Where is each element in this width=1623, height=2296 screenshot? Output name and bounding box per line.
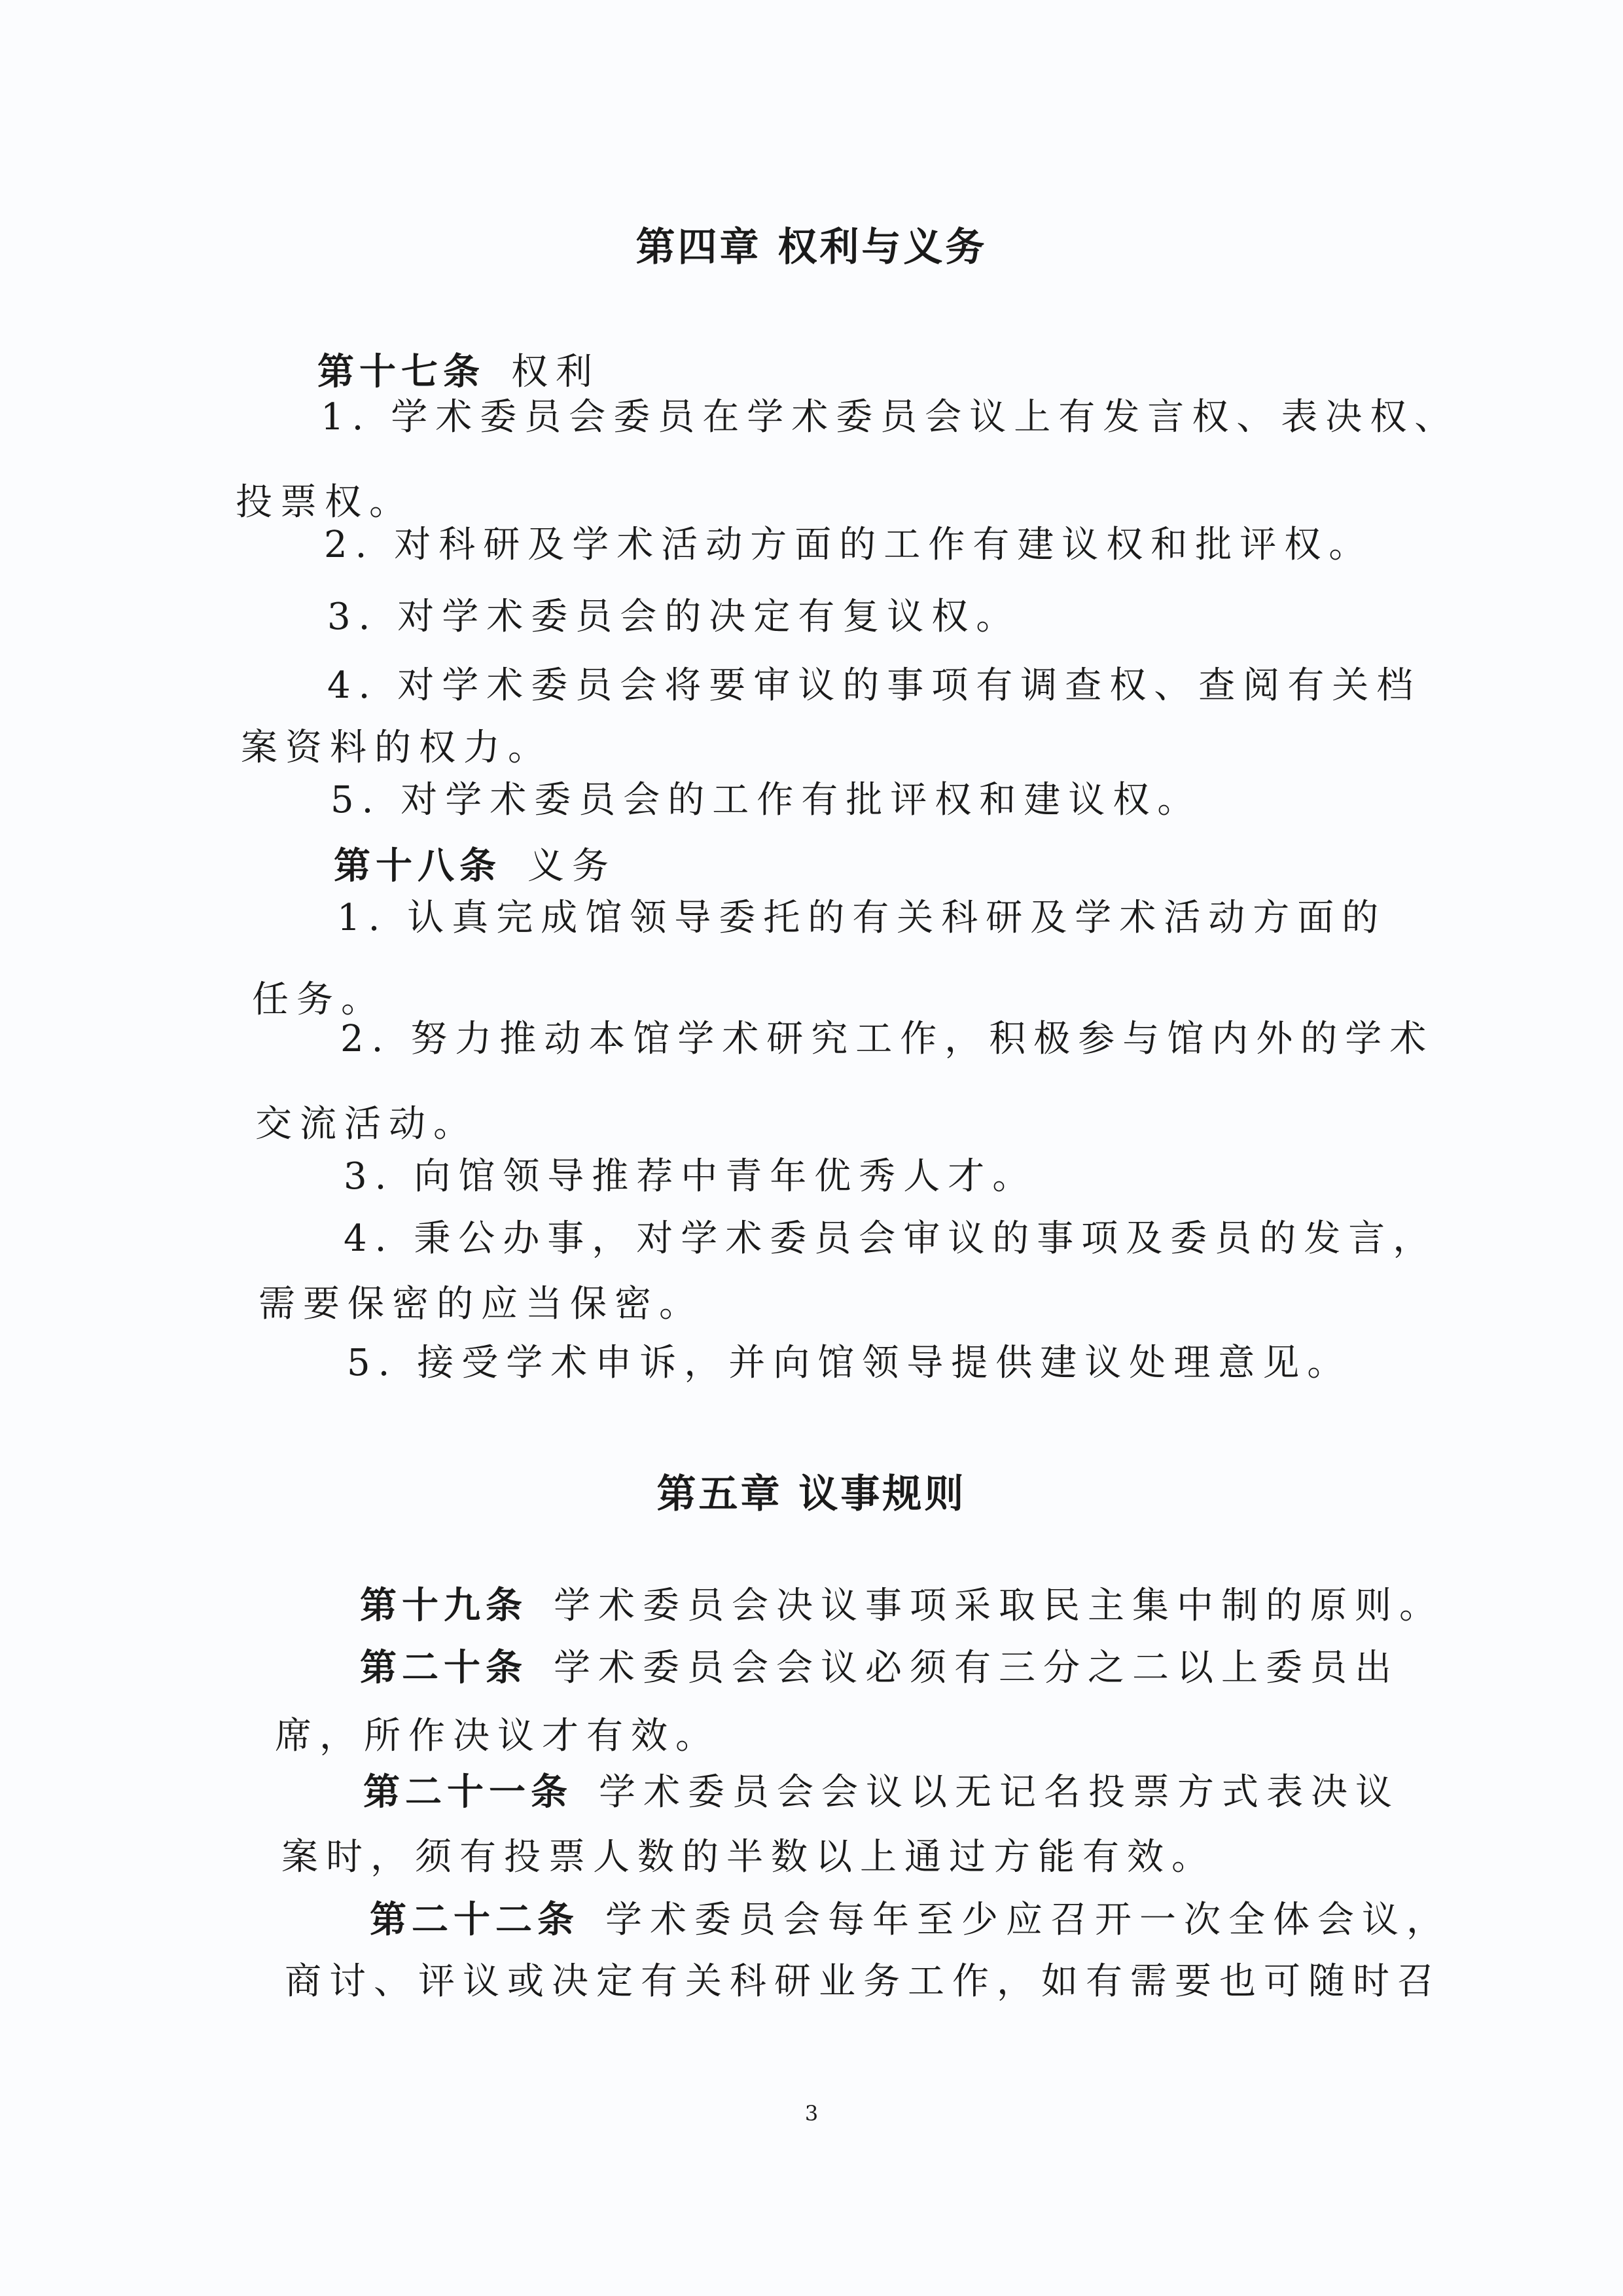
article-22-number: 第二十二条: [370, 1898, 579, 1941]
article-17-line: 1. 学术委员会委员在学术委员会议上有发言权、表决权、: [321, 396, 1459, 439]
article-17-line: 4. 对学术委员会将要审议的事项有调查权、查阅有关档: [327, 664, 1421, 707]
article-18-line: 3. 向馆领导推荐中青年优秀人才。: [344, 1155, 1037, 1198]
article-17-number: 第十七条: [317, 350, 485, 393]
article-17-line: 5. 对学术委员会的工作有批评权和建议权。: [330, 779, 1202, 821]
article-18-line: 交流活动。: [255, 1103, 478, 1145]
article-21-text: 学术委员会会议以无记名投票方式表决议: [599, 1771, 1400, 1814]
article-17-line: 3. 对学术委员会的决定有复议权。: [327, 596, 1021, 638]
article-18-line: 1. 认真完成馆领导委托的有关科研及学术活动方面的: [337, 897, 1387, 939]
article-18-heading: [334, 844, 616, 888]
article-20-text: 学术委员会会议必须有三分之二以上委员出: [554, 1647, 1399, 1689]
article-17-line: 2. 对科研及学术活动方面的工作有建议权和批评权。: [324, 524, 1374, 566]
article-20-continuation: 席，所作决议才有效。: [275, 1715, 720, 1757]
article-21: [363, 1770, 1400, 1814]
article-19: [360, 1584, 1444, 1627]
article-19-number: 第十九条: [360, 1584, 527, 1627]
article-17-title: 权利: [511, 351, 600, 393]
article-21-continuation: 案时，须有投票人数的半数以上通过方能有效。: [281, 1836, 1216, 1878]
article-18-line: 需要保密的应当保密。: [259, 1283, 704, 1325]
chapter-4-title: 第四章 权利与义务: [635, 224, 988, 270]
article-18-title: 义务: [527, 845, 616, 888]
article-17-line: 案资料的权力。: [241, 726, 552, 769]
article-17-heading: [317, 350, 600, 393]
article-18-number: 第十八条: [334, 844, 501, 888]
article-18-line: 5. 接受学术申诉，并向馆领导提供建议处理意见。: [347, 1342, 1352, 1384]
article-18-line: 4. 秉公办事，对学术委员会审议的事项及委员的发言，: [344, 1217, 1438, 1260]
article-22-text: 学术委员会每年至少应召开一次全体会议，: [605, 1899, 1451, 1941]
article-22: [370, 1898, 1451, 1941]
page-number: 3: [804, 2101, 819, 2126]
article-20: [360, 1646, 1399, 1689]
article-19-text: 学术委员会决议事项采取民主集中制的原则。: [554, 1585, 1444, 1627]
article-22-continuation: 商讨、评议或决定有关科研业务工作，如有需要也可随时召: [285, 1960, 1442, 2003]
article-18-line: 任务。: [252, 978, 385, 1021]
article-20-number: 第二十条: [360, 1646, 527, 1689]
article-18-line: 2. 努力推动本馆学术研究工作，积极参与馆内外的学术: [340, 1018, 1435, 1060]
chapter-5-title: 第五章 议事规则: [656, 1471, 967, 1517]
article-21-number: 第二十一条: [363, 1770, 573, 1814]
article-17-line: 投票权。: [236, 481, 414, 524]
